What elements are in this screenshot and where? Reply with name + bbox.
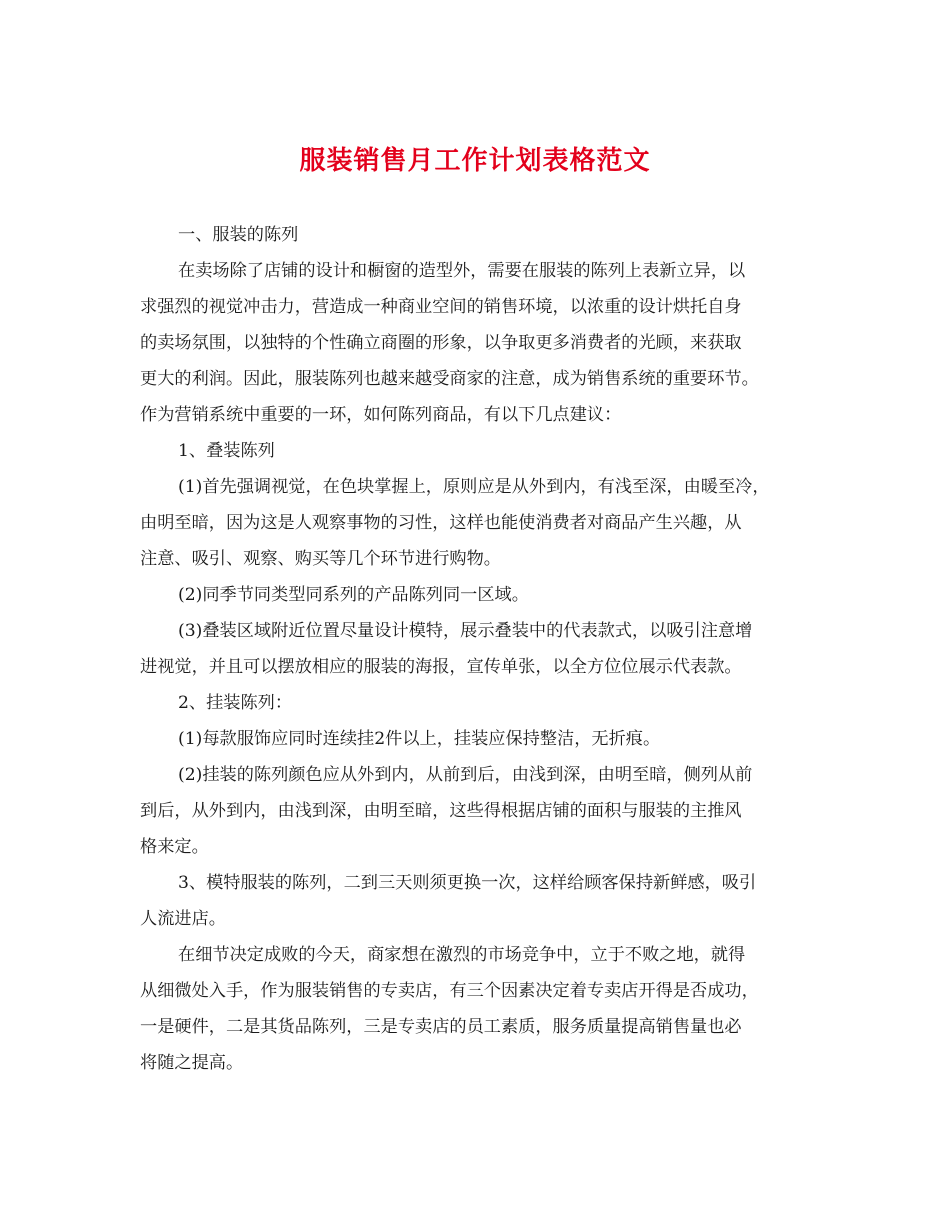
paragraph-line: (1)每款服饰应同时连续挂2件以上，挂装应保持整洁，无折痕。 bbox=[178, 729, 661, 749]
paragraph-line: 作为营销系统中重要的一环，如何陈列商品，有以下几点建议： bbox=[140, 405, 622, 425]
paragraph-line: 注意、吸引、观察、购买等几个环节进行购物。 bbox=[140, 549, 501, 569]
subsection-heading: 2、挂装陈列： bbox=[178, 693, 293, 713]
paragraph-line: 格来定。 bbox=[140, 837, 209, 857]
paragraph-line: 从细微处入手，作为服装销售的专卖店，有三个因素决定着专卖店开得是否成功， bbox=[140, 981, 759, 1001]
document-title: 服装销售月工作计划表格范文 bbox=[299, 146, 651, 176]
paragraph-line: (2)挂装的陈列颜色应从外到内，从前到后，由浅到深，由明至暗，侧列从前 bbox=[178, 765, 753, 785]
paragraph-line: 在细节决定成败的今天，商家想在激烈的市场竞争中，立于不败之地，就得 bbox=[178, 945, 746, 965]
subsection-heading: 1、叠装陈列 bbox=[178, 441, 275, 461]
paragraph-line: 进视觉，并且可以摆放相应的服装的海报，宣传单张，以全方位位展示代表款。 bbox=[140, 657, 742, 677]
paragraph-line: 人流进店。 bbox=[140, 909, 226, 929]
paragraph-line: 在卖场除了店铺的设计和橱窗的造型外，需要在服装的陈列上表新立异，以 bbox=[178, 261, 746, 281]
paragraph-line: 的卖场氛围，以独特的个性确立商圈的形象，以争取更多消费者的光顾，来获取 bbox=[140, 333, 742, 353]
paragraph-line: (2)同季节同类型同系列的产品陈列同一区域。 bbox=[178, 585, 529, 605]
paragraph-line: 将随之提高。 bbox=[140, 1053, 244, 1073]
paragraph-line: 求强烈的视觉冲击力，营造成一种商业空间的销售环境，以浓重的设计烘托自身 bbox=[140, 297, 742, 317]
section-heading: 一、服装的陈列 bbox=[178, 225, 299, 245]
paragraph-line: (3)叠装区域附近位置尽量设计模特，展示叠装中的代表款式，以吸引注意增 bbox=[178, 621, 753, 641]
paragraph-line: 一是硬件，二是其货品陈列，三是专卖店的员工素质，服务质量提高销售量也必 bbox=[140, 1017, 742, 1037]
paragraph-line: 到后，从外到内，由浅到深，由明至暗，这些得根据店铺的面积与服装的主推风 bbox=[140, 801, 742, 821]
paragraph-line: 更大的利润。因此，服装陈列也越来越受商家的注意，成为销售系统的重要环节。 bbox=[140, 369, 759, 389]
paragraph-line: (1)首先强调视觉，在色块掌握上，原则应是从外到内，有浅至深，由暖至冷， bbox=[178, 477, 770, 497]
paragraph-line: 由明至暗，因为这是人观察事物的习性，这样也能使消费者对商品产生兴趣，从 bbox=[140, 513, 742, 533]
paragraph-line: 3、模特服装的陈列，二到三天则须更换一次，这样给顾客保持新鲜感，吸引 bbox=[178, 873, 757, 893]
